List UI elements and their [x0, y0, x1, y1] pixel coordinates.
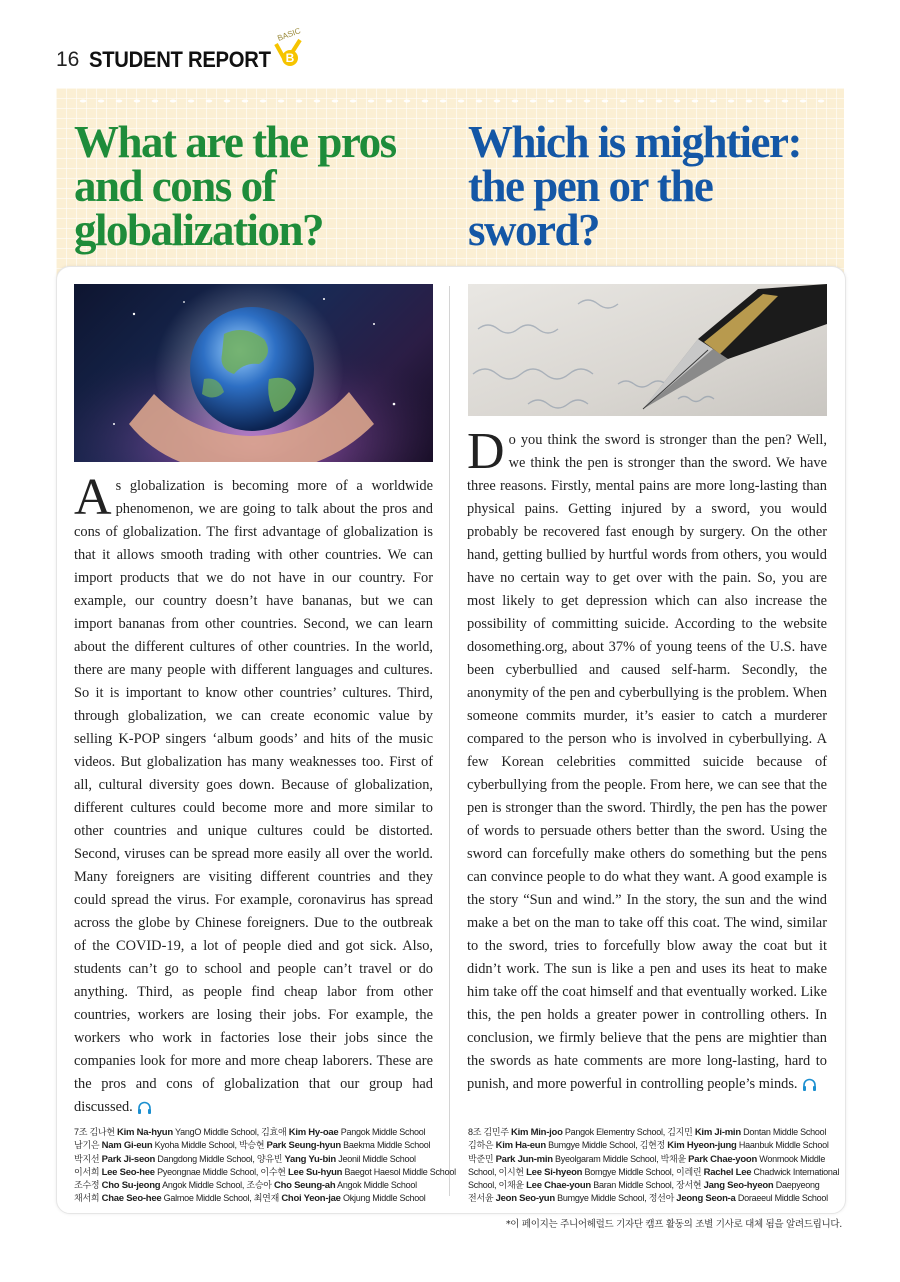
right-article-text: o you think the sword is stronger than the pen? Well, we think the pen is stronger than the sword. We have three reasons. Firstly, mental pains are more long-lasting than physical pains. Getting injured by a sword, you would probably be recovered fast enough by surgery. On the other hand, getting bullied by hurtful words from others, you would have no certain way to get over with the pain. So, you are most likely to get depression which can also increase the possibility of committing suicide. According to the website dosomething.org, about 37% of young teens of the U.S. have been cyberbullied and caused self-harm. Secondly, the anonymity of the pen and cyberbullying is the problem. When someone commits murder, it’s easier to catch a murderer compared to the person who is involved in cyberbullying. A few Korean celebrities committed suicide because of cyberbullying from the people. From here, we can see that the pen is stronger than the sword. Thirdly, the pen has the power of words to persuade others better than the sword. Using the sword can forcefully make others do something but the pens can convince people to do what they want. A good example is the story “Sun and wind.” In the story, the sun and the wind make a bet on the man to take off this coat. The wind, similar to the sword, tries to forcefully blow away the coat but it didn’t work. The sun is like a pen and uses its heat to make him take off the coat himself and that eventually worked. Like this, the pen holds a greater power in controlling others. In conclusion, we firmly believe that the pens are mightier than the swords as hate comments are more long-lasting, hard to punish, and more powerful in controlling people’s minds. — [467, 432, 827, 1092]
column-divider — [449, 286, 450, 1196]
right-credits — [468, 1126, 838, 1206]
credit-line: 박준민 Park Jun-min Byeolgaram Middle School, 박채윤 Park Chae-yoon Wonmook Middle — [468, 1153, 826, 1165]
left-dropcap: A — [74, 469, 112, 526]
headphones-icon — [137, 1101, 152, 1114]
right-dropcap: D — [467, 423, 505, 480]
credit-line: 8조 김민주 Kim Min-joo Pangok Elementry School, 김지민 Kim Ji-min Dontan Middle School — [468, 1127, 827, 1138]
left-article-title: What are the pros and cons of globalization? — [74, 117, 396, 255]
footnote: *이 페이지는 주니어헤럴드 기자단 캠프 활동의 조별 기사로 대체 됨을 알려드립니다. — [505, 1219, 842, 1230]
pen-photo — [468, 284, 827, 416]
right-article-body — [467, 423, 827, 1096]
credit-line: 이서희 Lee Seo-hee Pyeongnae Middle School, 이수현 Lee Su-hyun Baegot Haesol Middle School — [74, 1166, 456, 1178]
pen-illustration — [468, 284, 827, 416]
page-header — [56, 40, 287, 80]
page-number: 16 — [56, 48, 80, 71]
headphones-icon — [802, 1078, 817, 1091]
dot-border — [74, 97, 834, 105]
credit-line: 남기은 Nam Gi-eun Kyoha Middle School, 박승현 Park Seung-hyun Baekma Middle School — [74, 1140, 431, 1152]
credit-line: 박지선 Park Ji-seon Dangdong Middle School, 양유빈 Yang Yu-bin Jeonil Middle School — [74, 1153, 416, 1165]
credit-line: 채서희 Chae Seo-hee Galmoe Middle School, 최연재 Choi Yeon-jae Okjung Middle School — [74, 1193, 426, 1205]
credit-line: 7조 김나현 Kim Na-hyun YangO Middle School, 김효애 Kim Hy-oae Pangok Middle School — [74, 1127, 426, 1138]
globe-illustration — [74, 284, 433, 462]
basic-badge — [272, 26, 306, 72]
credit-line: 전서윤 Jeon Seo-yun Bumgye Middle School, 정선아 Jeong Seon-a Doraeeul Middle School — [468, 1193, 828, 1205]
left-article-text: s globalization is becoming more of a worldwide phenomenon, we are going to talk about the pros and cons of globalization. The first advantage of globalization is that it allows smooth trading with other countries. We can import products that we do not have in our country. For example, our country doesn’t have bananas, but we can import bananas from other countries. Second, we can learn about the different cultures of other countries. In the world, there are many people with different languages and cultures. So it is important to know other countries’ cultures. Third, through globalization, we can create economic value by selling K-POP singers ‘album goods’ and hits of the music videos. But globalization has many weaknesses too. First of all, cultural diversity goes down. Because of globalization, different cultures could become more and more similar to other countries and unique cultures could be distorted. Second, viruses can be spread more easily all over the world. Many foreigners are visiting different countries and they could spread the virus. For example, coronavirus has spread across the globe by Chinese foreigners. Due to the outbreak of the COVID-19, a lot of people died and got sick. Also, students can’t go to school and people can’t travel or do anything. Third, as people find cheap labor from other countries, workers are losing their jobs. For example, the workers who work in factories lose their jobs since the companies look for more and more cheap laborers. These are the pros and cons of globalization that our group had discussed. — [74, 478, 433, 1115]
credit-line: School, 이시현 Lee Si-hyeon Bomgye Middle School, 이레린 Rachel Lee Chadwick International — [468, 1166, 840, 1178]
credit-line: School, 이채윤 Lee Chae-youn Baran Middle School, 장서현 Jang Seo-hyeon Daepyeong — [468, 1180, 820, 1192]
badge-label: BASIC — [276, 26, 302, 43]
left-article-body — [74, 469, 433, 1119]
left-credits — [74, 1126, 456, 1206]
credit-line: 조수정 Cho Su-jeong Angok Middle School, 조승아 Cho Seung-ah Angok Middle School — [74, 1180, 417, 1192]
right-article-title: Which is mightier: the pen or the sword? — [468, 117, 801, 255]
credit-line: 김하은 Kim Ha-eun Bumgye Middle School, 김현정 Kim Hyeon-jung Haanbuk Middle School — [468, 1140, 829, 1152]
section-title: STUDENT REPORT — [89, 47, 272, 72]
badge-letter: B — [282, 50, 298, 66]
globe-photo — [74, 284, 433, 462]
